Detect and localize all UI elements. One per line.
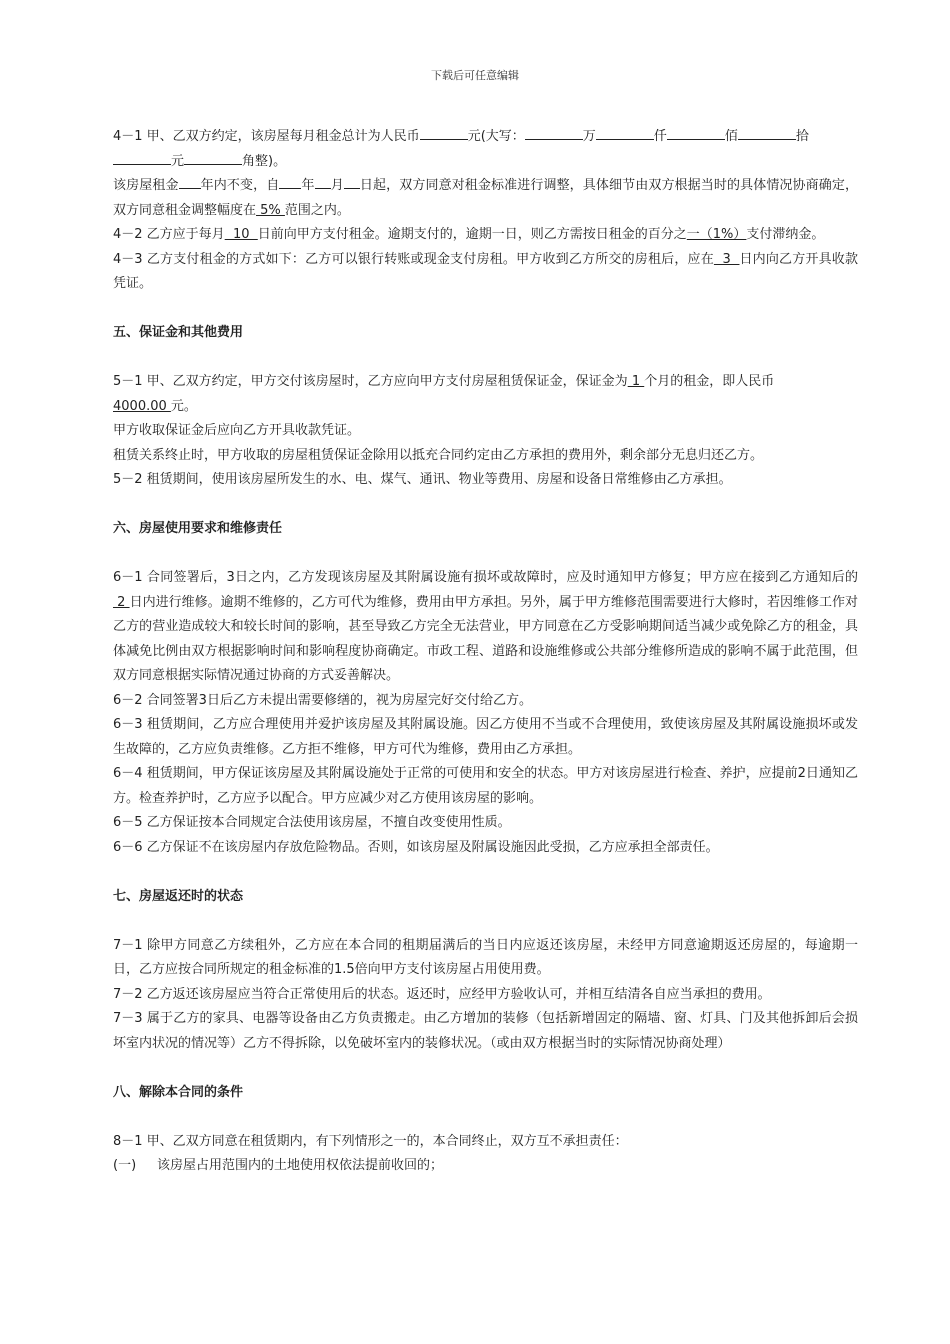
clause-text: 日前向甲方支付租金。逾期支付的，逾期一日，则乙方需按日租金的百分之 [257, 227, 687, 242]
clause-text: 元(大写： [467, 129, 525, 144]
clause-text: 4－1 甲、乙双方约定，该房屋每月租金总计为人民币 [113, 129, 420, 144]
clause-7-3: 7－3 属于乙方的家具、电器等设备由乙方负责搬走。由乙方增加的装修（包括新增固定的隔墙、窗、灯具、门及其他拆卸后会损坏室内状况的情况等）乙方不得拆除，以免破坏室内的装修状况。（或由双方根据当时的实际情况协商处理） [113, 1011, 858, 1051]
clause-text: 6－1 合同签署后，3日之内，乙方发现该房屋及其附属设施有损坏或故障时，应及时通知甲方修复；甲方应在接到乙方通知后的 [113, 570, 858, 585]
clause-text: 年 [301, 178, 315, 193]
deposit-receipt: 甲方收取保证金后应向乙方开具收款凭证。 [113, 423, 361, 438]
section-5-title: 五、保证金和其他费用 [113, 325, 244, 340]
clause-6-6: 6－6 乙方保证不在该房屋内存放危险物品。否则，如该房屋及附属设施因此受损，乙方应承担全部责任。 [113, 839, 719, 855]
section-7-title: 七、房屋返还时的状态 [113, 888, 244, 904]
clause-text: 日起，双方同意对租金标准进行调整，具体细节由双方根据当时的具体情况协商确定，双方同意租金调整幅度在 [113, 178, 858, 218]
clause-text: 个月的租金，即人民币 [644, 374, 775, 389]
clause-text: 拾 [795, 129, 809, 144]
blank-field [738, 125, 796, 140]
deposit-amount: 4000.00 [113, 398, 171, 414]
list-item [113, 1154, 858, 1179]
blank-field [525, 125, 583, 140]
clause-text: 支付滞纳金。 [746, 227, 825, 242]
blank-field [344, 174, 360, 189]
list-item-number: (一) [113, 1158, 137, 1173]
blank-field [179, 174, 201, 189]
section-8-title: 八、解除本合同的条件 [113, 1084, 244, 1100]
section-6-title: 六、房屋使用要求和维修责任 [113, 521, 283, 536]
repair-days: 2 [113, 594, 130, 610]
blank-field [184, 150, 242, 165]
clause-text: 元 [171, 153, 185, 169]
clause-text: 日内进行维修。逾期不维修的，乙方可代为维修，费用由甲方承担。另外，属于甲方维修范围需要进行大修时，若因维修工作对乙方的营业造成较大和较长时间的影响，甚至导致乙方完全无法营业，甲方同意在乙方受影响期间适当减少或免除乙方的租金，具体减免比例由双方根据影响时间和影响程度协商确定。市政工程、道路和设施维修或公共部分维修所造成的影响不属于此范围，但双方同意根据实际情况通过协商的方式妥善解决。 [113, 594, 858, 683]
clause-6-5: 6－5 乙方保证按本合同规定合法使用该房屋，不擅自改变使用性质。 [113, 815, 511, 830]
rent-amount-blank [420, 125, 468, 140]
clause-text: 该房屋租金 [113, 178, 179, 193]
contract-body [113, 125, 858, 1179]
clause-text: 月 [330, 178, 344, 193]
clause-text: 年内不变，自 [200, 178, 280, 193]
clause-4-2 [113, 223, 858, 248]
clause-4-1 [113, 125, 858, 174]
clause-6-1 [113, 566, 858, 689]
rent-adjust-paragraph [113, 174, 858, 223]
header-note: 下载后可任意编辑 [431, 69, 519, 82]
deposit-months: 1 [627, 374, 645, 389]
clause-text: 日内向乙方开具收款凭证。 [113, 251, 858, 291]
blank-field [667, 125, 725, 140]
clause-6-3: 6－3 租赁期间，乙方应合理使用并爱护该房屋及其附属设施。因乙方使用不当或不合理使用，致使该房屋及其附属设施损坏或发生故障的，乙方应负责维修。乙方拒不维修，甲方可代为维修，费用由乙方承担。 [113, 717, 858, 757]
receipt-days: 3 [713, 251, 740, 267]
clause-text: 范围之内。 [284, 202, 350, 218]
clause-text: 仟 [653, 129, 667, 144]
clause-text: 元。 [170, 398, 197, 414]
clause-8-1: 8－1 甲、乙双方同意在租赁期内，有下列情形之一的，本合同终止，双方互不承担责任： [113, 1133, 628, 1149]
blank-field [113, 150, 171, 165]
clause-text: 角整)。 [242, 153, 287, 169]
clause-text: 4－2 乙方应于每月 [113, 227, 225, 242]
adjust-rate: 5% [256, 202, 285, 218]
blank-field [279, 174, 301, 189]
clause-4-3 [113, 248, 858, 297]
blank-field [596, 125, 654, 140]
payment-day: 10 [224, 227, 258, 242]
clause-text: 佰 [724, 129, 738, 144]
clause-text: 万 [582, 129, 596, 144]
clause-6-2: 6－2 合同签署3日后乙方未提出需要修缮的，视为房屋完好交付给乙方。 [113, 692, 532, 708]
clause-5-2: 5－2 租赁期间，使用该房屋所发生的水、电、煤气、通讯、物业等费用、房屋和设备日常维修由乙方承担。 [113, 472, 732, 487]
blank-field [315, 174, 331, 189]
clause-text: 5－1 甲、乙双方约定，甲方交付该房屋时，乙方应向甲方支付房屋租赁保证金，保证金为 [113, 374, 628, 389]
clause-5-1 [113, 370, 858, 419]
clause-7-2: 7－2 乙方返还该房屋应当符合正常使用后的状态。返还时，应经甲方验收认可，并相互结清各自应当承担的费用。 [113, 986, 771, 1002]
late-fee-rate: 一（1%） [686, 227, 747, 242]
clause-6-4: 6－4 租赁期间，甲方保证该房屋及其附属设施处于正常的可使用和安全的状态。甲方对该房屋进行检查、养护，应提前2日通知乙方。检查养护时，乙方应予以配合。甲方应减少对乙方使用该房屋的影响。 [113, 766, 858, 806]
clause-7-1: 7－1 除甲方同意乙方续租外，乙方应在本合同的租期届满后的当日内应返还该房屋，未经甲方同意逾期返还房屋的，每逾期一日，乙方应按合同所规定的租金标准的1.5倍向甲方支付该房屋占用使用费。 [113, 937, 858, 977]
clause-text: 4－3 乙方支付租金的方式如下：乙方可以银行转账或现金支付房租。甲方收到乙方所交的房租后，应在 [113, 251, 714, 267]
deposit-return: 租赁关系终止时，甲方收取的房屋租赁保证金除用以抵充合同约定由乙方承担的费用外，剩余部分无息归还乙方。 [113, 447, 764, 463]
list-item-text: 该房屋占用范围内的土地使用权依法提前收回的； [157, 1158, 444, 1173]
